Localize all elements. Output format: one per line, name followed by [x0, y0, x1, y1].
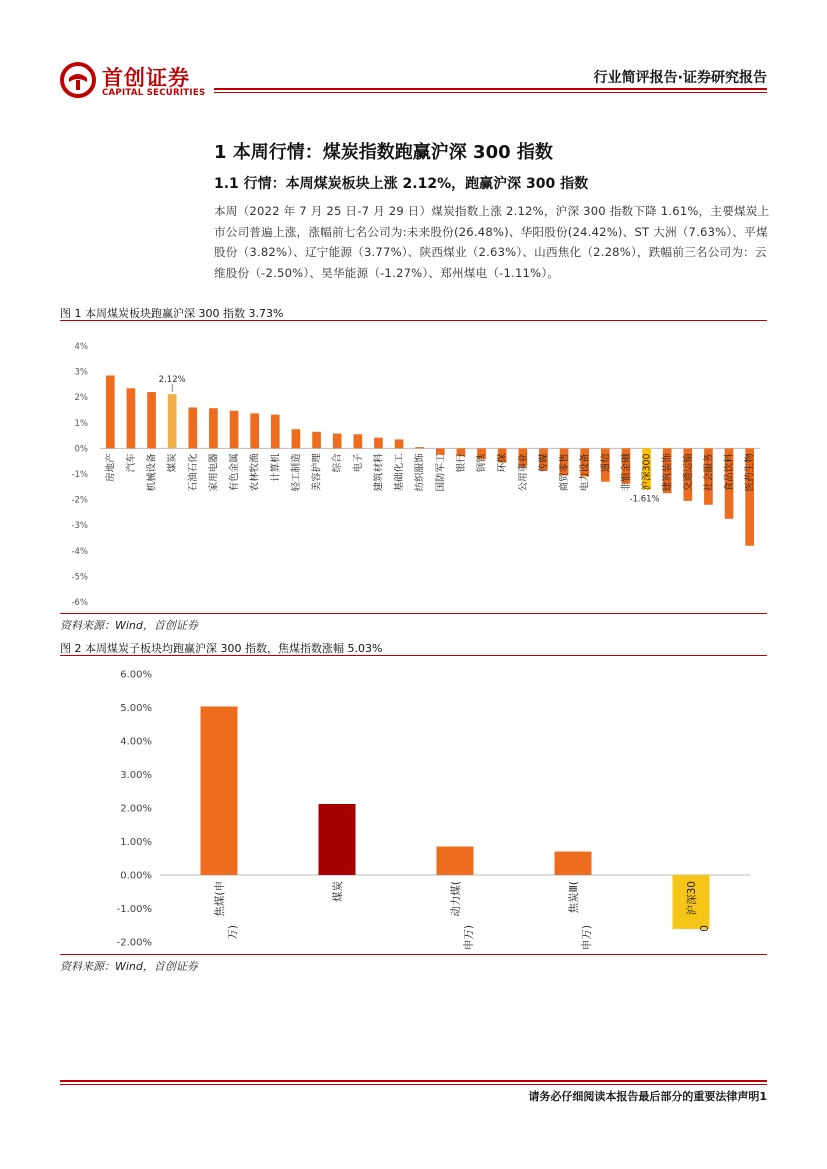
category-label: 传媒: [538, 453, 550, 473]
bar: [415, 447, 424, 448]
category-label: 建筑装饰: [662, 453, 674, 492]
y-tick-label: 0.00%: [120, 870, 152, 882]
y-tick-label: -2%: [71, 495, 88, 506]
y-tick-label: 2.00%: [120, 803, 152, 815]
bar: [230, 411, 239, 449]
category-label: 医药生物: [744, 453, 756, 492]
logo-mark-icon: [60, 62, 96, 98]
category-label: 石油石化: [187, 453, 199, 492]
category-label: 建筑材料: [373, 453, 385, 492]
bar: [395, 439, 404, 448]
y-tick-label: -1.00%: [116, 904, 152, 915]
category-label-line: 0: [699, 925, 711, 932]
category-label-line: 万): [227, 925, 239, 940]
summary-paragraph: 本周（2022 年 7 月 25 日-7 月 29 日）煤炭指数上涨 2.12%，沪深 300 指数下降 1.61%，主要煤炭上市公司普遍上涨，涨幅前七名公司为:未来股份(26.48%)、华阳股份(24.42%)、ST 大洲（7.63%）、平煤股份（3.82%）、辽宁能源（3.77%）、陕西煤业（2.63%）、山西焦化（2.28%），跌幅前三名公司为：云维股份（-2.50%）、昊华能源（-1.27%）、郑州煤电（-1.11%）。: [214, 204, 770, 280]
category-label-line: 沪深30: [686, 881, 698, 916]
category-label: [567, 881, 593, 950]
company-name-en: CAPITAL SECURITIES: [102, 88, 206, 98]
category-label: 汽车: [125, 453, 137, 473]
figure1-title: 图 1 本周煤炭板块跑赢沪深 300 指数 3.73%: [60, 307, 284, 320]
category-label: 农林牧渔: [249, 453, 261, 492]
figure2-source: 资料来源：Wind，首创证券: [60, 960, 198, 973]
data-label: -1.61%: [629, 494, 660, 505]
bar: [437, 847, 474, 875]
y-tick-label: 5.00%: [120, 703, 152, 714]
bar: [333, 434, 342, 449]
category-label: 公用事业: [517, 453, 529, 492]
section-subtitle: 1.1 行情：本周煤炭板块上涨 2.12%，跑赢沪深 300 指数: [214, 176, 589, 192]
category-label: 煤炭: [167, 453, 179, 473]
category-label: 社会服务: [703, 453, 715, 492]
company-name-cn: 首创证券: [102, 66, 190, 90]
y-tick-label: -4%: [71, 546, 88, 557]
bar: [555, 852, 592, 875]
category-label: [213, 881, 239, 940]
bar: [312, 432, 321, 449]
bar: [292, 429, 301, 448]
y-tick-label: 3%: [74, 367, 88, 378]
category-label-line: 焦炭Ⅲ(: [568, 881, 580, 914]
y-tick-label: 3.00%: [120, 770, 152, 781]
category-label-line: 动力煤(: [450, 881, 462, 917]
y-tick-label: -3%: [71, 521, 88, 532]
bar: [271, 415, 280, 449]
y-tick-label: -1%: [71, 470, 88, 480]
bar: [353, 434, 362, 448]
figure1-chart: [60, 328, 767, 612]
figure1-source: 资料来源：Wind，首创证券: [60, 619, 198, 632]
bar: [147, 392, 156, 448]
figure2-bottom-rule: [60, 954, 767, 955]
category-label: 商贸零售: [559, 453, 571, 492]
y-tick-label: -2.00%: [116, 937, 152, 949]
header-rule: [214, 88, 767, 90]
category-label: 纺织服饰: [414, 453, 426, 492]
category-label: 机械设备: [146, 453, 158, 492]
figure1-top-rule: [60, 320, 767, 321]
y-tick-label: 0%: [74, 444, 88, 455]
bar: [106, 375, 115, 448]
y-tick-label: -6%: [71, 598, 88, 608]
y-tick-label: 4.00%: [120, 736, 152, 748]
figure1-bottom-rule: [60, 613, 767, 614]
category-label: [449, 881, 475, 950]
category-label: 有色金属: [229, 453, 241, 492]
figure2-title: 图 2 本周煤炭子板块均跑赢沪深 300 指数，焦煤指数涨幅 5.03%: [60, 642, 383, 655]
report-type: 行业简评报告·证券研究报告: [593, 70, 767, 86]
category-label: 国防军工: [435, 453, 447, 492]
bar: [168, 394, 177, 448]
bar: [250, 413, 259, 448]
bar: [188, 407, 197, 448]
category-label-line: 申万): [463, 925, 475, 951]
bar: [201, 706, 238, 875]
y-tick-label: 1%: [74, 418, 88, 429]
category-label: 钢铁: [476, 453, 488, 473]
category-label-line: 焦煤(申: [214, 881, 226, 917]
category-label: 沪深300: [641, 453, 653, 491]
category-label: 电力设备: [579, 453, 591, 492]
category-label: 基础化工: [394, 453, 406, 492]
category-label: 房地产: [105, 453, 117, 482]
category-label: 家用电器: [208, 453, 220, 492]
category-label: 计算机: [270, 453, 282, 482]
y-tick-label: -5%: [71, 572, 88, 583]
category-label: 非银金融: [620, 453, 632, 492]
footer-disclaimer: 请务必仔细阅读本报告最后部分的重要法律声明1: [528, 1090, 767, 1103]
y-tick-label: 1.00%: [120, 837, 152, 848]
category-label: 轻工制造: [290, 453, 302, 492]
footer-rule: [60, 1080, 767, 1082]
figure2-top-rule: [60, 655, 767, 656]
section-title: 1 本周行情：煤炭指数跑赢沪深 300 指数: [214, 142, 553, 163]
bar: [374, 438, 383, 449]
category-label: 交通运输: [682, 453, 694, 492]
footer-rule-thin: [60, 1084, 767, 1085]
data-label: 2.12%: [158, 375, 186, 386]
category-label: 通信: [600, 453, 612, 473]
category-label: 银行: [455, 453, 467, 473]
category-label: 环保: [497, 453, 509, 473]
header-rule-thin: [214, 92, 767, 93]
y-tick-label: 4%: [74, 342, 88, 352]
y-tick-label: 6.00%: [120, 669, 152, 681]
category-label: 综合: [332, 453, 344, 473]
category-label-line: 申万): [581, 925, 593, 951]
bar: [209, 408, 218, 448]
category-label: 食品饮料: [724, 453, 736, 492]
figure2-chart: [60, 662, 767, 952]
y-tick-label: 2%: [74, 393, 88, 404]
category-label: 美容护理: [311, 453, 323, 492]
bar: [127, 388, 136, 448]
bar: [319, 804, 356, 875]
category-label: 电子: [352, 453, 364, 473]
category-label: 煤炭: [332, 881, 344, 902]
